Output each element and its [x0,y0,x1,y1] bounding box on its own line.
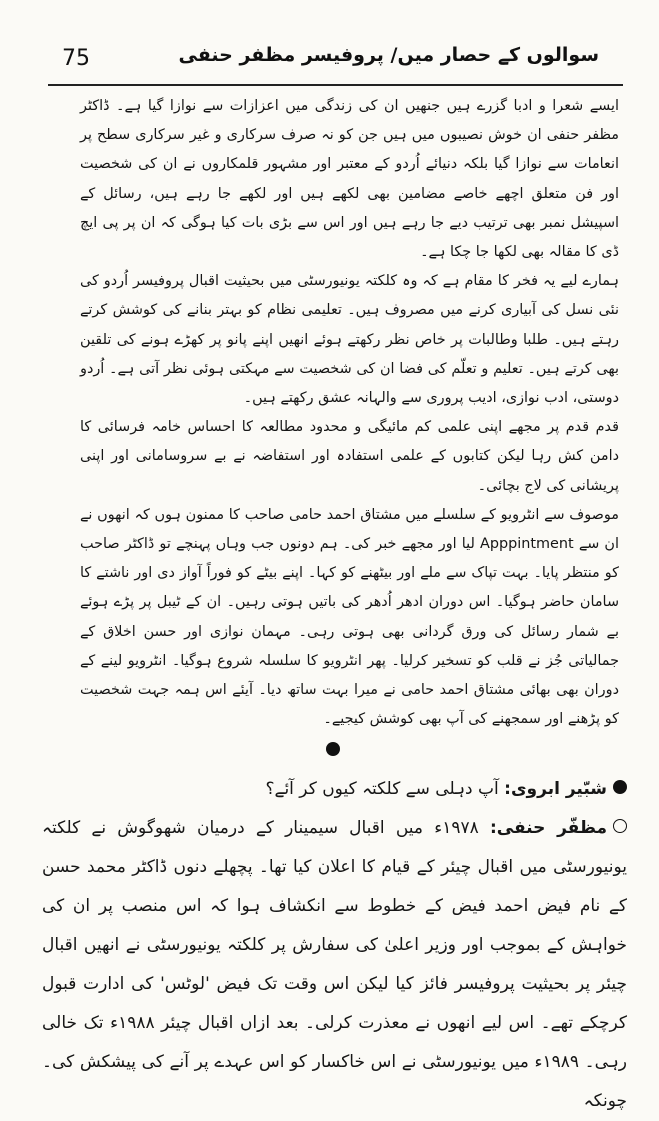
intro-paragraph-2: ہمارے لیے یہ فخر کا مقام ہے کہ وہ کلکتہ یونیورسٹی میں بحیثیت اقبال پروفیسر اُردو کی نئی نسل کی آبیاری کرنے میں مصروف ہیں۔ تعلیمی نظام کو بہتر بنانے کی کوشش کرتے رہتے ہیں۔ طلبا وطالبات پر خاص نظر رکھتے ہوئے انھیں اپنے پانو پر کھڑے ہونے کی تلقین بھی کرتے ہیں۔ تعلیم و تعلّم کی فضا ان کی شخصیت سے مہکتی ہوئی نظر آتی ہے۔ اُردو دوستی، ادب نوازی، ادیب پروری سے والہانہ عشق رکھتے ہیں۔ [80,273,619,407]
running-head: سوالوں کے حصار میں/ پروفیسر مظفر حنفی [178,44,599,66]
page-header [48,38,623,78]
question-paragraph [42,770,627,809]
answer-paragraph [42,809,627,1121]
question-text: آپ دہلی سے کلکتہ کیوں کر آئے؟ [265,779,505,799]
page-number: 75 [62,46,90,71]
section-divider-dot [326,742,340,756]
intro-paragraph-1: ایسے شعرا و ادبا گزرے ہیں جنھیں ان کی زندگی میں اعزازات سے نوازا گیا ہے۔ ڈاکٹر مظفر حنفی ان خوش نصیبوں میں ہیں جن کو نہ صرف سرکاری و غیر سرکاری سطح پر انعامات سے نوازا گیا بلکہ دنیائے اُردو کے معتبر اور مشہور قلمکاروں نے ان کی شخصیت اور فن متعلق اچھے خاصے مضامین بھی لکھے ہیں اور لکھے جا رہے ہیں، رسائل کے اسپیشل نمبر بھی ترتیب دیے جا رہے ہیں اور اس سے بڑی بات کیا ہوگی کہ ان پر پی ایچ ڈی کا مقالہ بھی لکھا جا چکا ہے۔ [80,98,619,261]
answer-marker-icon [613,819,627,833]
question-marker-icon [613,780,627,794]
interviewer-name: شبّیر ابروی: [504,779,607,799]
interview-section [42,770,627,1121]
answer-text: ۱۹۷۸ء میں اقبال سیمینار کے درمیان شھوگوش نے کلکتہ یونیورسٹی میں اقبال چیئر کے قیام کا اعلان کیا تھا۔ پچھلے دنوں ڈاکٹر محمد حسن کے نام فیض احمد فیض کے خطوط سے انکشاف ہوا کہ اس منصب پر ان کی خواہش کے بموجب اور وزیر اعلیٰ کی سفارش پر کلکتہ یونیورسٹی نے انھیں اقبال چیئر پر بحیثیت پروفیسر فائز کیا لیکن اس وقت تک فیض 'لوٹس' کی ادارت قبول کرچکے تھے۔ اس لیے انھوں نے معذرت کرلی۔ بعد ازاں اقبال چیئر ۱۹۸۸ء تک خالی رہی۔ ۱۹۸۹ء میں یونیورسٹی نے اس خاکسار کو اس عہدے پر آنے کی پیشکش کی۔ چونکہ [42,818,627,1111]
interviewee-name: مظفّر حنفی: [489,818,607,838]
intro-paragraph-3: قدم قدم پر مجھے اپنی علمی کم مائیگی و محدود مطالعہ کا احساس خامہ فرسائی کا دامن کش رہا لیکن کتابوں کے علمی استفادہ اور استفاضہ نے بے سروسامانی اور اپنی پریشانی کی لاج بچائی۔ [80,419,619,494]
introduction-text [80,92,619,734]
header-rule [48,84,623,86]
intro-paragraph-4: موصوف سے انٹرویو کے سلسلے میں مشتاق احمد حامی صاحب کا ممنون ہوں کہ انھوں نے ان سے Apppintment لیا اور مجھے خبر کی۔ ہم دونوں جب وہاں پہنچے تو ڈاکٹر صاحب کو منتظر پایا۔ بہت تپاک سے ملے اور بیٹھنے کو کہا۔ اپنے بیٹے کو فوراً آواز دی اور ناشتے کا سامان حاضر ہوگیا۔ اس دوران ادھر اُدھر کی باتیں ہوتی رہیں۔ ان کے ٹیبل پر پڑے ہوئے بے شمار رسائل کی ورق گردانی بھی ہوتی رہی۔ مہمان نوازی اور حسن اخلاق کے جمالیاتی جُز نے قلب کو تسخیر کرلیا۔ پھر انٹرویو کا سلسلہ شروع ہوگیا۔ انٹرویو لینے کے دوران بھی بھائی مشتاق احمد حامی نے میرا بہت ساتھ دیا۔ آیئے اس ہمہ جہت شخصیت کو پڑھنے اور سمجھنے کی آپ بھی کوشش کیجیے۔ [80,506,619,728]
